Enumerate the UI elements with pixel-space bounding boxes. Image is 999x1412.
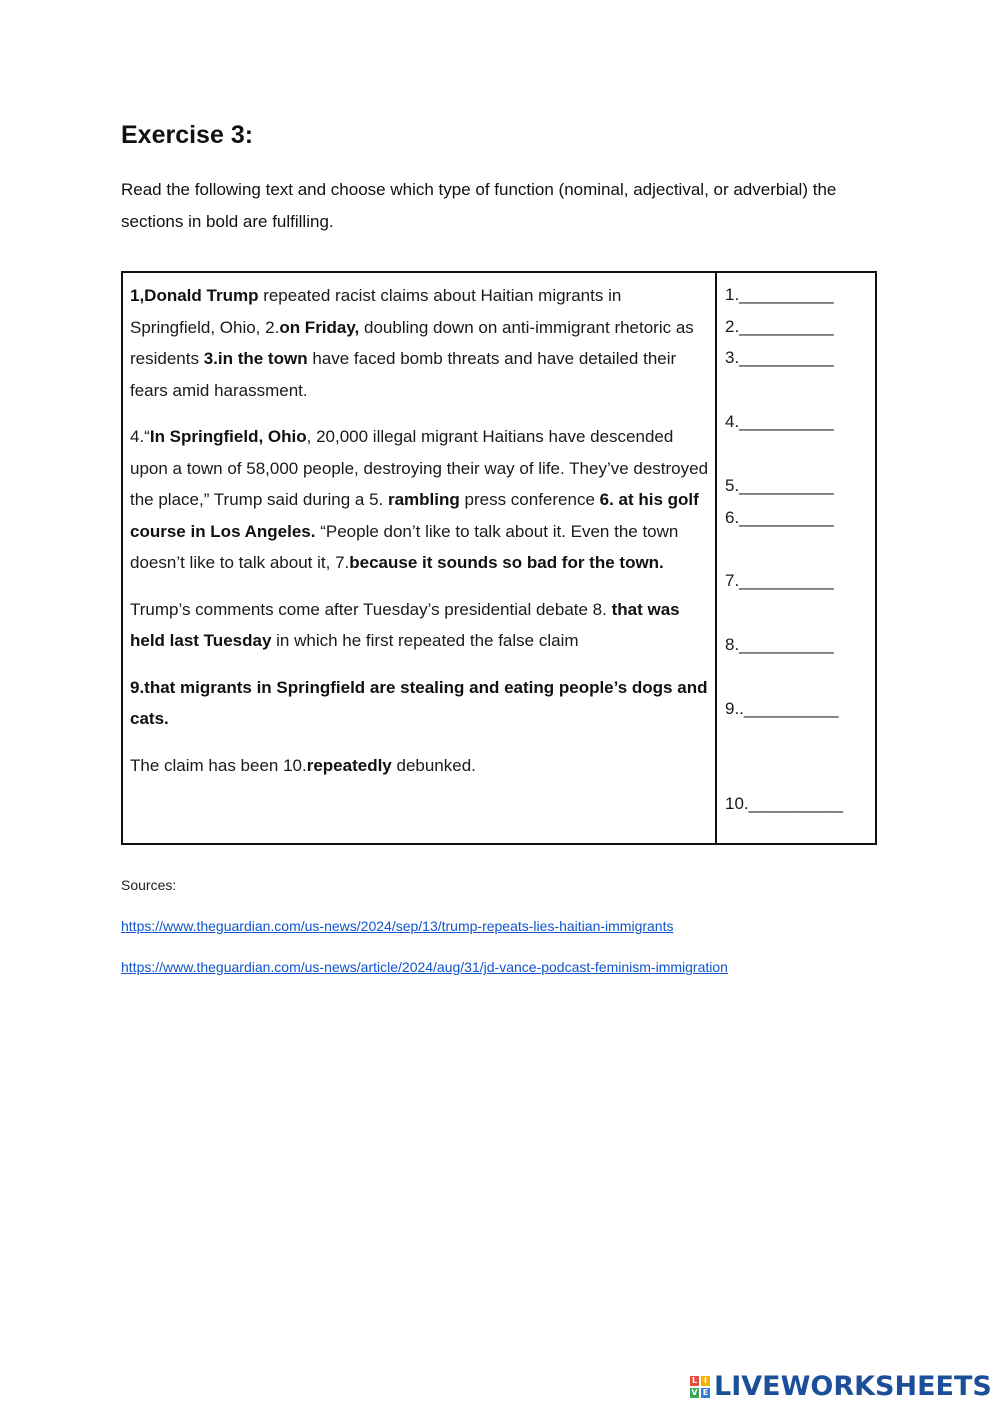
answer-blank-4[interactable]: 4.__________ xyxy=(725,412,834,431)
bold-section-5: rambling xyxy=(387,490,460,509)
bold-section-7: because it sounds so bad for the town. xyxy=(349,553,664,572)
bold-section-6: 6. at his golf course in Los Angeles. xyxy=(130,490,699,541)
answer-blank-9[interactable]: 9..__________ xyxy=(725,699,839,718)
source-link-1[interactable]: https://www.theguardian.com/us-news/2024/sep/13/trump-repeats-lies-haitian-immigrants xyxy=(121,918,674,934)
liveworksheets-logo xyxy=(690,1371,992,1402)
source-link-2[interactable]: https://www.theguardian.com/us-news/article/2024/aug/31/jd-vance-podcast-feminism-immigration xyxy=(121,959,728,975)
bold-section-9: 9.that migrants in Springfield are stealing and eating people’s dogs and cats. xyxy=(130,677,708,728)
answer-blank-6[interactable]: 6.__________ xyxy=(725,508,834,527)
answer-blank-5[interactable]: 5.__________ xyxy=(725,476,834,495)
answer-blank-8[interactable]: 8.__________ xyxy=(725,635,834,654)
logo-mark-v: V xyxy=(691,1387,698,1397)
answer-blank-7[interactable]: 7.__________ xyxy=(725,571,834,590)
passage-column xyxy=(130,280,710,796)
bold-section-10: repeatedly xyxy=(306,755,392,775)
answer-blank-10[interactable]: 10.__________ xyxy=(725,794,844,813)
logo-mark-e: E xyxy=(702,1387,709,1397)
passage-paragraph-2 xyxy=(130,421,710,579)
passage-paragraph-4 xyxy=(130,672,710,735)
passage-text: have faced bomb threats and have detailed their fears amid harassment. xyxy=(130,349,677,400)
answer-blank-2[interactable]: 2.__________ xyxy=(725,317,834,336)
passage-text: “People don’t like to talk about it. Even the town doesn’t like to talk about it, 7. xyxy=(130,521,679,572)
passage-paragraph-1 xyxy=(130,280,710,406)
logo-mark-i: I xyxy=(701,1376,710,1386)
passage-text: repeated racist claims about Haitian migrants in Springfield, Ohio, 2. xyxy=(130,286,622,337)
passage-text: The claim has been 10. xyxy=(130,755,307,775)
logo-mark-l: L xyxy=(691,1375,698,1385)
answer-blank-1[interactable]: 1.__________ xyxy=(725,285,834,304)
bold-section-4: In Springfield, Ohio xyxy=(149,427,307,446)
bold-section-2: on Friday, xyxy=(279,317,360,337)
exercise-title: Exercise 3: xyxy=(121,121,254,149)
bold-section-3: 3.in the town xyxy=(203,349,308,368)
passage-text: doubling down on anti-immigrant rhetoric as residents xyxy=(130,317,694,368)
bold-section-8: that was held last Tuesday xyxy=(130,599,680,650)
answer-blank-3[interactable]: 3.__________ xyxy=(725,348,834,367)
sources-label: Sources: xyxy=(121,877,177,893)
bold-section-1: 1,Donald Trump xyxy=(130,286,259,305)
passage-text: in which he first repeated the false claim xyxy=(271,631,579,650)
logo-mark-icon xyxy=(690,1376,710,1398)
passage-paragraph-5 xyxy=(130,750,710,782)
passage-text: , 20,000 illegal migrant Haitians have descended upon a town of 58,000 people, destroying their way of life. They’ve destroyed the place,” Trump said during a 5. xyxy=(130,427,709,509)
exercise-table xyxy=(121,271,877,845)
passage-text: 4.“ xyxy=(130,427,150,446)
passage-text: Trump’s comments come after Tuesday’s presidential debate 8. xyxy=(130,599,612,619)
passage-text: debunked. xyxy=(391,755,476,775)
column-divider xyxy=(715,273,717,843)
instructions: Read the following text and choose which type of function (nominal, adjectival, or adverbial) the sections in bold are fulfilling. xyxy=(121,180,837,231)
logo-text: LIVEWORKSHEETS xyxy=(714,1371,992,1402)
passage-text: press conference xyxy=(459,490,600,509)
passage-paragraph-3 xyxy=(130,594,710,657)
